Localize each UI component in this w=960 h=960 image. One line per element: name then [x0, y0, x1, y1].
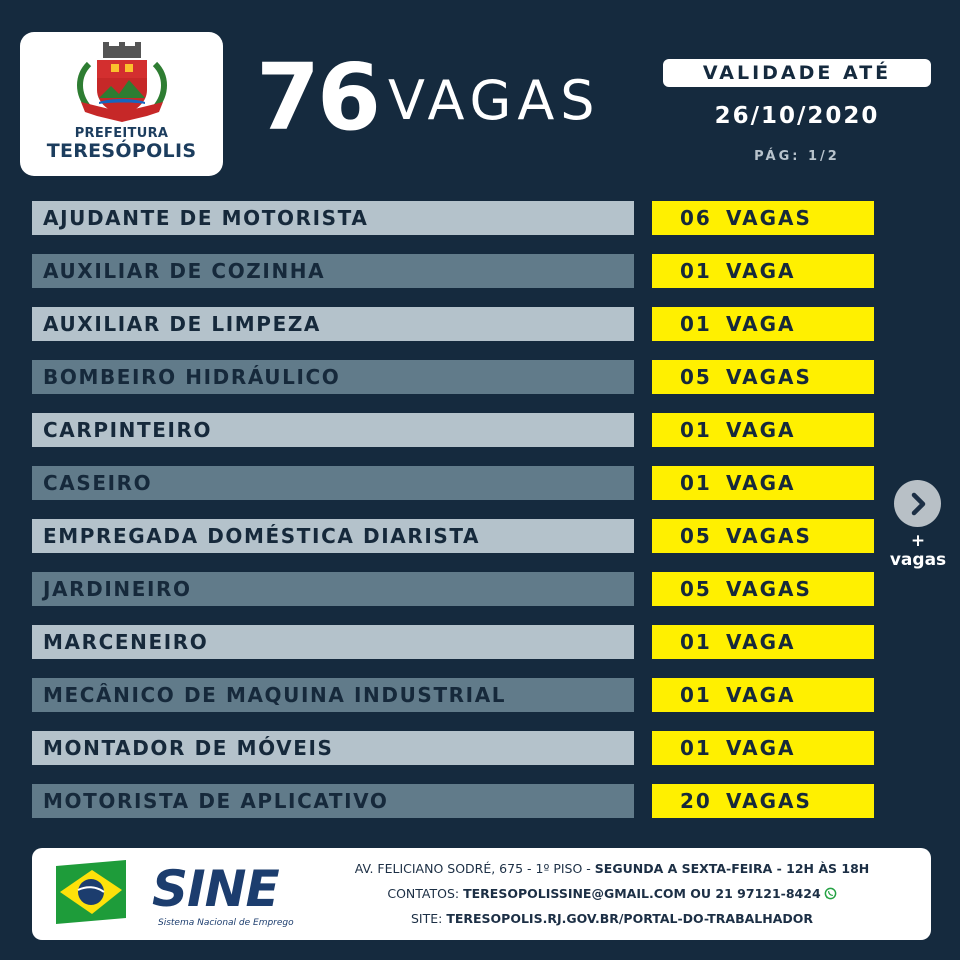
- job-title: AUXILIAR DE LIMPEZA: [32, 307, 634, 341]
- footer-address-line: [302, 856, 922, 881]
- job-row: [32, 201, 874, 235]
- vacancy-unit: VAGAS: [726, 577, 812, 601]
- vacancy-unit: VAGAS: [726, 789, 812, 813]
- job-row: [32, 413, 874, 447]
- job-row: [32, 625, 874, 659]
- footer-site-line: [302, 906, 922, 931]
- vacancy-count-badge: [652, 201, 874, 235]
- vacancy-count: 01: [680, 312, 712, 336]
- sine-subtitle: Sistema Nacional de Emprego: [158, 918, 294, 928]
- footer-contacts-label: CONTATOS:: [387, 886, 464, 901]
- vacancy-count: 05: [680, 577, 712, 601]
- teresopolis-coat-of-arms-icon: [67, 42, 177, 124]
- vacancy-count: 05: [680, 365, 712, 389]
- footer-address: AV. FELICIANO SODRÉ, 675 - 1º PISO -: [354, 861, 595, 876]
- vacancy-unit: VAGA: [726, 312, 796, 336]
- more-vacancies-label: [880, 532, 956, 570]
- job-row: [32, 466, 874, 500]
- more-vacancies-text: vagas: [889, 550, 947, 570]
- vacancy-count-badge: [652, 307, 874, 341]
- vacancy-count-badge: [652, 731, 874, 765]
- job-title: CASEIRO: [32, 466, 634, 500]
- job-title: EMPREGADA DOMÉSTICA DIARISTA: [32, 519, 634, 553]
- logo-line-teresopolis: TERESÓPOLIS: [46, 140, 197, 162]
- prefeitura-logo-card: [20, 32, 223, 176]
- validity-label: VALIDADE ATÉ: [663, 59, 931, 87]
- validity-date: 26/10/2020: [714, 103, 880, 129]
- vacancy-count: 01: [680, 471, 712, 495]
- vacancy-unit: VAGAS: [726, 365, 812, 389]
- job-row: [32, 307, 874, 341]
- vacancy-count: 20: [680, 789, 712, 813]
- job-row: [32, 784, 874, 818]
- job-title: MONTADOR DE MÓVEIS: [32, 731, 634, 765]
- page-indicator: PÁG: 1/2: [754, 149, 840, 164]
- vacancy-count-badge: [652, 413, 874, 447]
- job-row: [32, 572, 874, 606]
- vacancy-count-badge: [652, 519, 874, 553]
- job-title: AUXILIAR DE COZINHA: [32, 254, 634, 288]
- vacancy-unit: VAGAS: [726, 524, 812, 548]
- vacancy-unit: VAGA: [726, 630, 796, 654]
- vacancy-count: 01: [680, 630, 712, 654]
- job-row: [32, 678, 874, 712]
- vacancy-count: 06: [680, 206, 712, 230]
- more-vacancies-plus: +: [910, 531, 926, 551]
- job-title: JARDINEIRO: [32, 572, 634, 606]
- job-title: MARCENEIRO: [32, 625, 634, 659]
- vacancy-count: 01: [680, 736, 712, 760]
- vacancy-count-badge: [652, 572, 874, 606]
- vacancy-unit: VAGA: [726, 471, 796, 495]
- whatsapp-icon: [824, 887, 837, 900]
- brazil-flag-icon: [52, 858, 130, 928]
- footer-contacts[interactable]: TERESOPOLISSINE@GMAIL.COM OU 21 97121-8424: [463, 886, 821, 901]
- vacancy-count: 05: [680, 524, 712, 548]
- vacancy-count: 01: [680, 683, 712, 707]
- footer-hours: SEGUNDA A SEXTA-FEIRA - 12H ÀS 18H: [594, 861, 870, 876]
- vacancy-count-badge: [652, 625, 874, 659]
- footer-site-link[interactable]: TERESOPOLIS.RJ.GOV.BR/PORTAL-DO-TRABALHADOR: [446, 911, 814, 926]
- job-row: [32, 254, 874, 288]
- footer-card: [32, 848, 931, 940]
- vacancy-count-badge: [652, 466, 874, 500]
- vacancy-count-badge: [652, 678, 874, 712]
- vacancy-count: 01: [680, 259, 712, 283]
- job-title: BOMBEIRO HIDRÁULICO: [32, 360, 634, 394]
- headline: [256, 44, 601, 151]
- job-title: MECÂNICO DE MAQUINA INDUSTRIAL: [32, 678, 634, 712]
- vacancy-unit: VAGA: [726, 418, 796, 442]
- job-title: MOTORISTA DE APLICATIVO: [32, 784, 634, 818]
- job-row: [32, 360, 874, 394]
- vacancy-unit: VAGA: [726, 259, 796, 283]
- sine-logo: [52, 856, 292, 934]
- vacancy-unit: VAGA: [726, 736, 796, 760]
- vacancy-count-badge: [652, 784, 874, 818]
- job-row: [32, 519, 874, 553]
- total-vacancies-word: VAGAS: [388, 69, 601, 132]
- footer-site-label: SITE:: [410, 911, 447, 926]
- logo-line-prefeitura: PREFEITURA: [74, 126, 169, 141]
- next-page-button[interactable]: [894, 480, 941, 527]
- sine-brand: SINE: [152, 860, 279, 918]
- total-vacancies-number: 76: [256, 44, 379, 151]
- job-title: AJUDANTE DE MOTORISTA: [32, 201, 634, 235]
- vacancy-count-badge: [652, 254, 874, 288]
- vacancy-count: 01: [680, 418, 712, 442]
- footer-info: [302, 856, 922, 931]
- vacancy-unit: VAGA: [726, 683, 796, 707]
- job-title: CARPINTEIRO: [32, 413, 634, 447]
- footer-contacts-line: [302, 881, 922, 906]
- chevron-right-icon: [904, 490, 932, 518]
- vacancy-count-badge: [652, 360, 874, 394]
- vacancy-unit: VAGAS: [726, 206, 812, 230]
- job-row: [32, 731, 874, 765]
